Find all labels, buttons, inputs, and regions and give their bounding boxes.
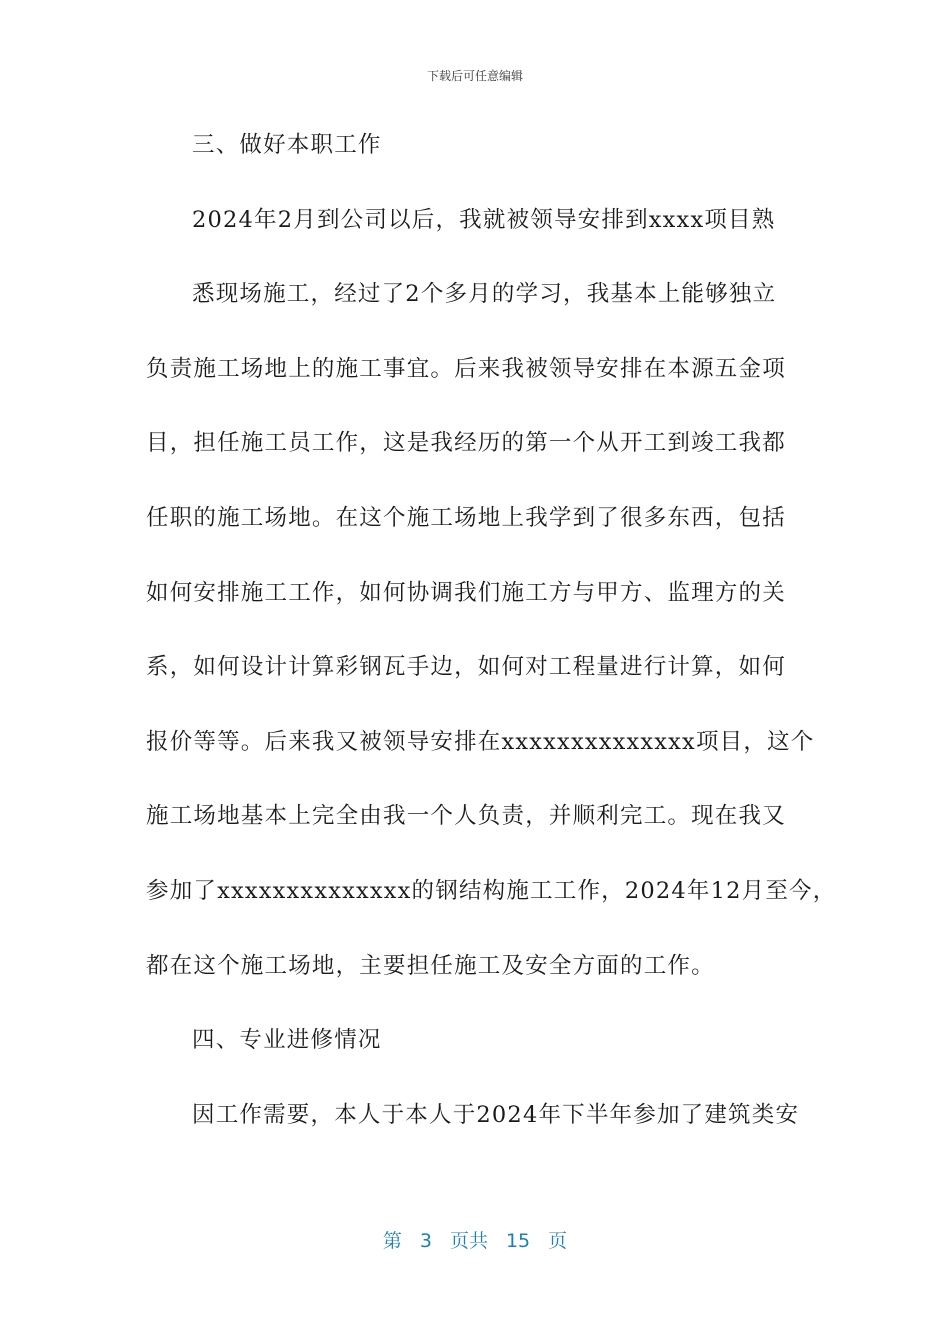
header-note: 下载后可任意编辑 [426,69,523,83]
text-line: 四、专业进修情况 [192,1027,382,1054]
text-line: 悉现场施工，经过了2个多月的学习，我基本上能够独立 [192,281,777,308]
text-line: 任职的施工场地。在这个施工场地上我学到了很多东西，包括 [146,504,786,531]
footer-prefix: 第 [382,1230,402,1252]
total-pages-number: 15 [505,1230,531,1252]
text-line: 都在这个施工场地，主要担任施工及安全方面的工作。 [146,952,715,979]
document-body [146,120,837,1164]
text-line: 如何安排施工工作，如何协调我们施工方与甲方、监理方的关 [146,579,786,606]
current-page-number: 3 [419,1230,432,1252]
text-line: 报价等等。后来我又被领导安排在xxxxxxxxxxxxxx项目，这个 [146,728,815,755]
text-line: 因工作需要，本人于本人于2024年下半年参加了建筑类安 [192,1101,800,1128]
text-line: 2024年2月到公司以后，我就被领导安排到xxxx项目熟 [192,206,776,233]
text-line: 目，担任施工员工作，这是我经历的第一个从开工到竣工我都 [146,430,786,457]
text-line: 施工场地基本上完全由我一个人负责，并顺利完工。现在我又 [146,803,786,830]
text-line: 三、做好本职工作 [192,132,382,158]
footer-suffix: 页 [548,1230,568,1252]
text-line: 系，如何设计计算彩钢瓦手边，如何对工程量进行计算，如何 [146,654,786,681]
text-line: 参加了xxxxxxxxxxxxxx的钢结构施工工作，2024年12月至今， [146,877,837,904]
page-footer [0,1226,950,1253]
footer-middle: 页共 [449,1230,488,1252]
text-line: 负责施工场地上的施工事宜。后来我被领导安排在本源五金项 [146,355,786,382]
